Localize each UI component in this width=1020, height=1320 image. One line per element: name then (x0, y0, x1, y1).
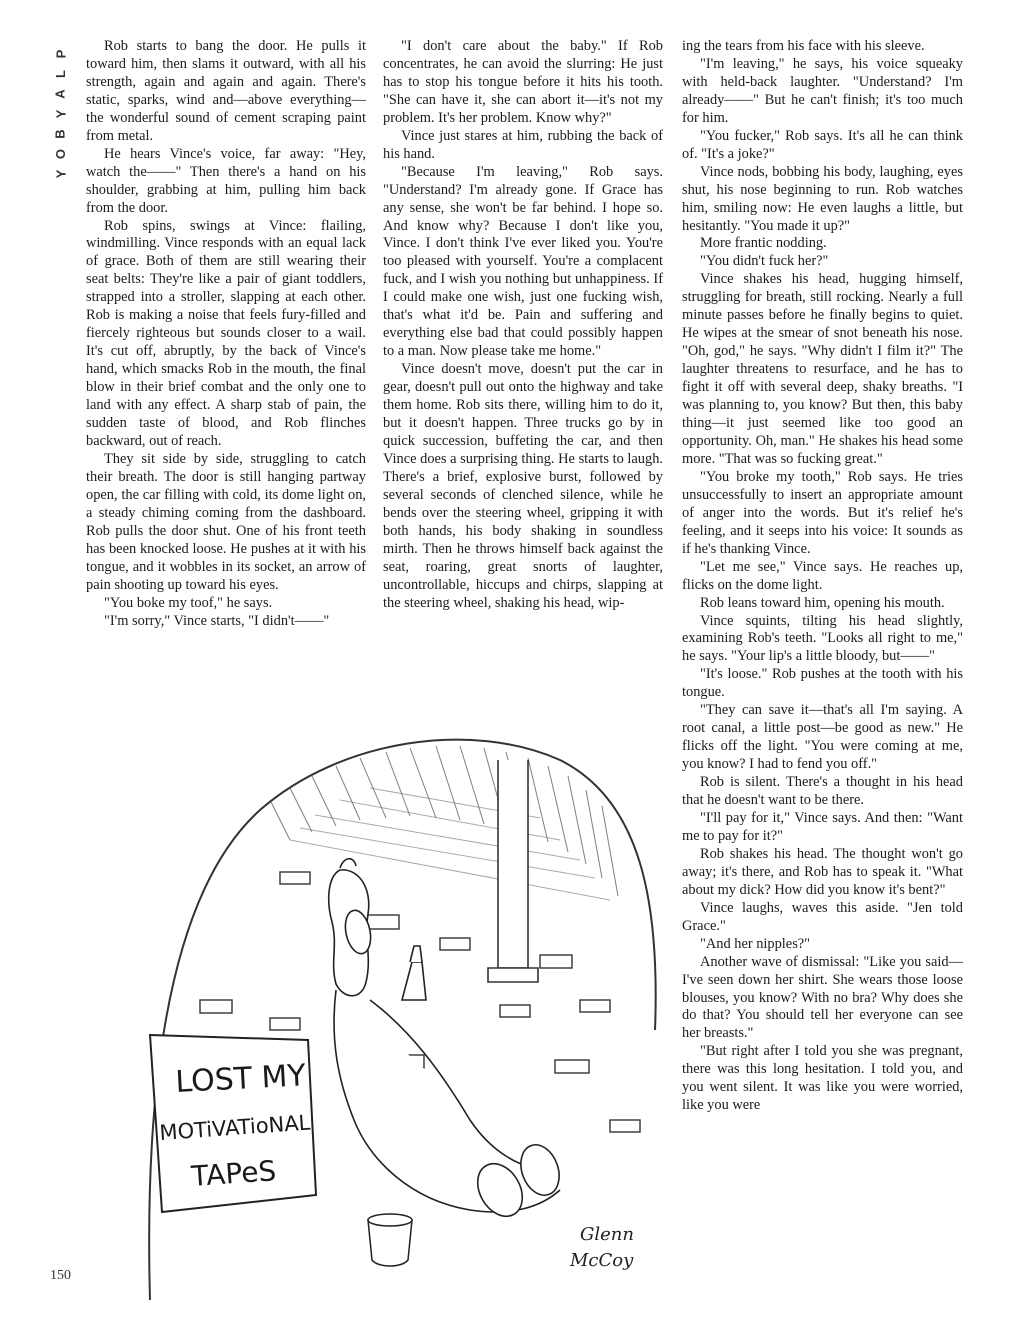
tin-cup (368, 1214, 412, 1266)
homeless-man-figure (329, 859, 566, 1225)
paragraph: Rob starts to bang the door. He pulls it toward him, then slams it outward, with all his strength, again and again and again. There's static, sparks, wind and—above everything—the wonderful sound of cement scraping paint from metal. (86, 38, 366, 144)
cardboard-sign (150, 1035, 316, 1212)
paragraph: "I'm leaving," he says, his voice squeaky with held-back laughter. "Understand? I'm already——" But he can't finish; it's too much for him. (682, 55, 963, 126)
sign-line-1: LOST MY (174, 1058, 307, 1100)
paragraph: "You broke my tooth," Rob says. He tries unsuccessfully to insert an appropriate amount of anger into the words. But it's relief he's feeling, and it seeps into his voice: It sounds as if he's thanking Vince. (682, 468, 963, 557)
paragraph: Rob is silent. There's a thought in his head that he doesn't want to be there. (682, 774, 963, 809)
paragraph: ing the tears from his face with his sleeve. (682, 38, 925, 54)
paragraph: Vince just stares at him, rubbing the back of his hand. (383, 127, 663, 162)
paragraph: Vince shakes his head, hugging himself, struggling for breath, still rocking. Nearly a full minute passes before he finally begins to quiet. He wipes at the smear of snot beneath his nose. "Oh, god," he says. "Why didn't I film it?" The laughter threatens to resurface, and he has to fight it off with several deep, shaky breaths. "I was planning to, you know? But then, this baby thing—it just seemed like too good an opportunity. Oh, man." He shakes his head some more. "That was so fucking great." (682, 271, 963, 467)
cartoon-illustration (140, 700, 670, 1305)
masthead-letter: B (52, 129, 68, 139)
paragraph: Vince squints, tilting his head slightly, examining Rob's teeth. "Looks all right to me," he says. "Your lip's a little bloody, but——" (682, 612, 963, 665)
paragraph: Vince laughs, waves this aside. "Jen told Grace." (682, 899, 963, 934)
paragraph: "Let me see," Vince says. He reaches up, flicks on the dome light. (682, 558, 963, 593)
paragraph: He hears Vince's voice, far away: "Hey, watch the——" Then there's a hand on his shoulder, grabbing at him, pulling him back from the door. (86, 145, 366, 216)
paragraph: Vince doesn't move, doesn't put the car in gear, doesn't pull out onto the highway and take them home. Rob sits there, willing him to do it, but it doesn't happen. Three trucks go by in quick succession, buffeting the car, and then Vince does a surprising thing. He starts to laugh. There's a brief, explosive burst, followed by several seconds of clenched silence, while he bends over the steering wheel, gripping it with both hands, his body shaking in soundless mirth. Then he throws himself back against the seat, roaring, great snorts of laughter, uncontrollable, hiccups and chirps, slapping at the steering wheel, shaking his head, wip- (383, 361, 663, 611)
text-column-1 (86, 38, 366, 630)
masthead (50, 44, 72, 184)
paragraph: Rob leans toward him, opening his mouth. (700, 594, 945, 611)
drain-pipe (488, 760, 538, 982)
paragraph: "And her nipples?" (700, 935, 811, 952)
paragraph: "You boke my toof," he says. (104, 594, 273, 611)
paragraph: Vince nods, bobbing his body, laughing, eyes shut, his nose beginning to run. Rob watches him, smiling now: He even laughs a little, but hesitantly. "You made it up?" (682, 163, 963, 234)
masthead-letter: A (52, 89, 68, 99)
masthead-letter: O (53, 148, 68, 160)
masthead-letter: Y (52, 169, 68, 179)
paragraph: "I don't care about the baby." If Rob concentrates, he can avoid the slurring: He just has to stop his tongue before it hits his tooth. "She can have it, she can abort it—it's not my problem. It's her problem. Know why?" (383, 38, 663, 126)
artist-signature-line-1: Glenn (580, 1224, 634, 1245)
paragraph: "But right after I told you she was pregnant, there was this long hesitation. I told you, and you went silent. It was like you were worried, like you were (682, 1043, 963, 1114)
paragraph: They sit side by side, struggling to catch their breath. The door is still hanging partway open, the car filling with cold, its dome light on, a steady chiming coming from the dashboard. Rob pulls the door shut. One of his front teeth has been knocked loose. He pushes at it with his tongue, and it wobbles in its socket, an arrow of pain shooting up toward his eyes. (86, 450, 366, 593)
paragraph: "It's loose." Rob pushes at the tooth with his tongue. (682, 666, 963, 701)
paragraph: "I'm sorry," Vince starts, "I didn't——" (104, 612, 330, 629)
page-number: 150 (50, 1268, 71, 1283)
paragraph: "I'll pay for it," Vince says. And then: "Want me to pay for it?" (682, 809, 963, 844)
paragraph: "You didn't fuck her?" (700, 253, 829, 270)
text-column-2 (383, 38, 663, 613)
masthead-letter: L (52, 70, 68, 78)
artist-signature-line-2: McCoy (570, 1250, 634, 1271)
paragraph: "Because I'm leaving," Rob says. "Understand? I'm already gone. If Grace has any sense, she won't be far behind. I hope so. And know why? Because I don't like you, Vince. I don't think I've ever liked you. You're too pleased with yourself. You're a complacent fuck, and I wish you nothing but unhappiness. If I could make one wish, just one fucking wish, that's what it'd be. Pain and suffering and everything else bad that could possibly happen to a man. Now please take me home." (383, 163, 663, 360)
masthead-letter: P (52, 49, 68, 59)
text-column-3 (682, 38, 963, 1115)
paragraph: Another wave of dismissal: "Like you said—I've seen down her shirt. She wears those loose blouses, you know? With no bra? Why does she do that? You should tell her everyone can see her breasts." (682, 953, 963, 1042)
sign-line-2: MOTiVATioNAL (158, 1110, 312, 1145)
paragraph: Rob spins, swings at Vince: flailing, windmilling. Vince responds with an equal lack of grace. Both of them are still wearing their seat belts: They're like a pair of giant toddlers, strapped into a stroller, slapping at each other. Rob is making a noise that feels fury-filled and fiercely righteous but sounds closer to a wail. It's cut off, abruptly, by the back of Vince's hand, which smacks Rob in the mouth, the final blow in their brief combat and the only one to land with any effect. A sharp stab of pain, the sudden taste of blood, and Rob flinches backward, out of reach. (86, 217, 366, 449)
sign-line-3: TAPeS (190, 1154, 278, 1193)
paragraph: Rob shakes his head. The thought won't go away; it's there, and Rob has to speak it. "What about my dick? How did you know it's bent?" (682, 845, 963, 898)
masthead-letter: Y (52, 109, 68, 119)
paragraph: "You fucker," Rob says. It's all he can think of. "It's a joke?" (682, 127, 963, 162)
paragraph: "They can save it—that's all I'm saying. A root canal, a little post—be good as new." He flicks off the light. "You were coming at me, you know? I had to fend you off." (682, 702, 963, 773)
paragraph: More frantic nodding. (700, 235, 827, 252)
